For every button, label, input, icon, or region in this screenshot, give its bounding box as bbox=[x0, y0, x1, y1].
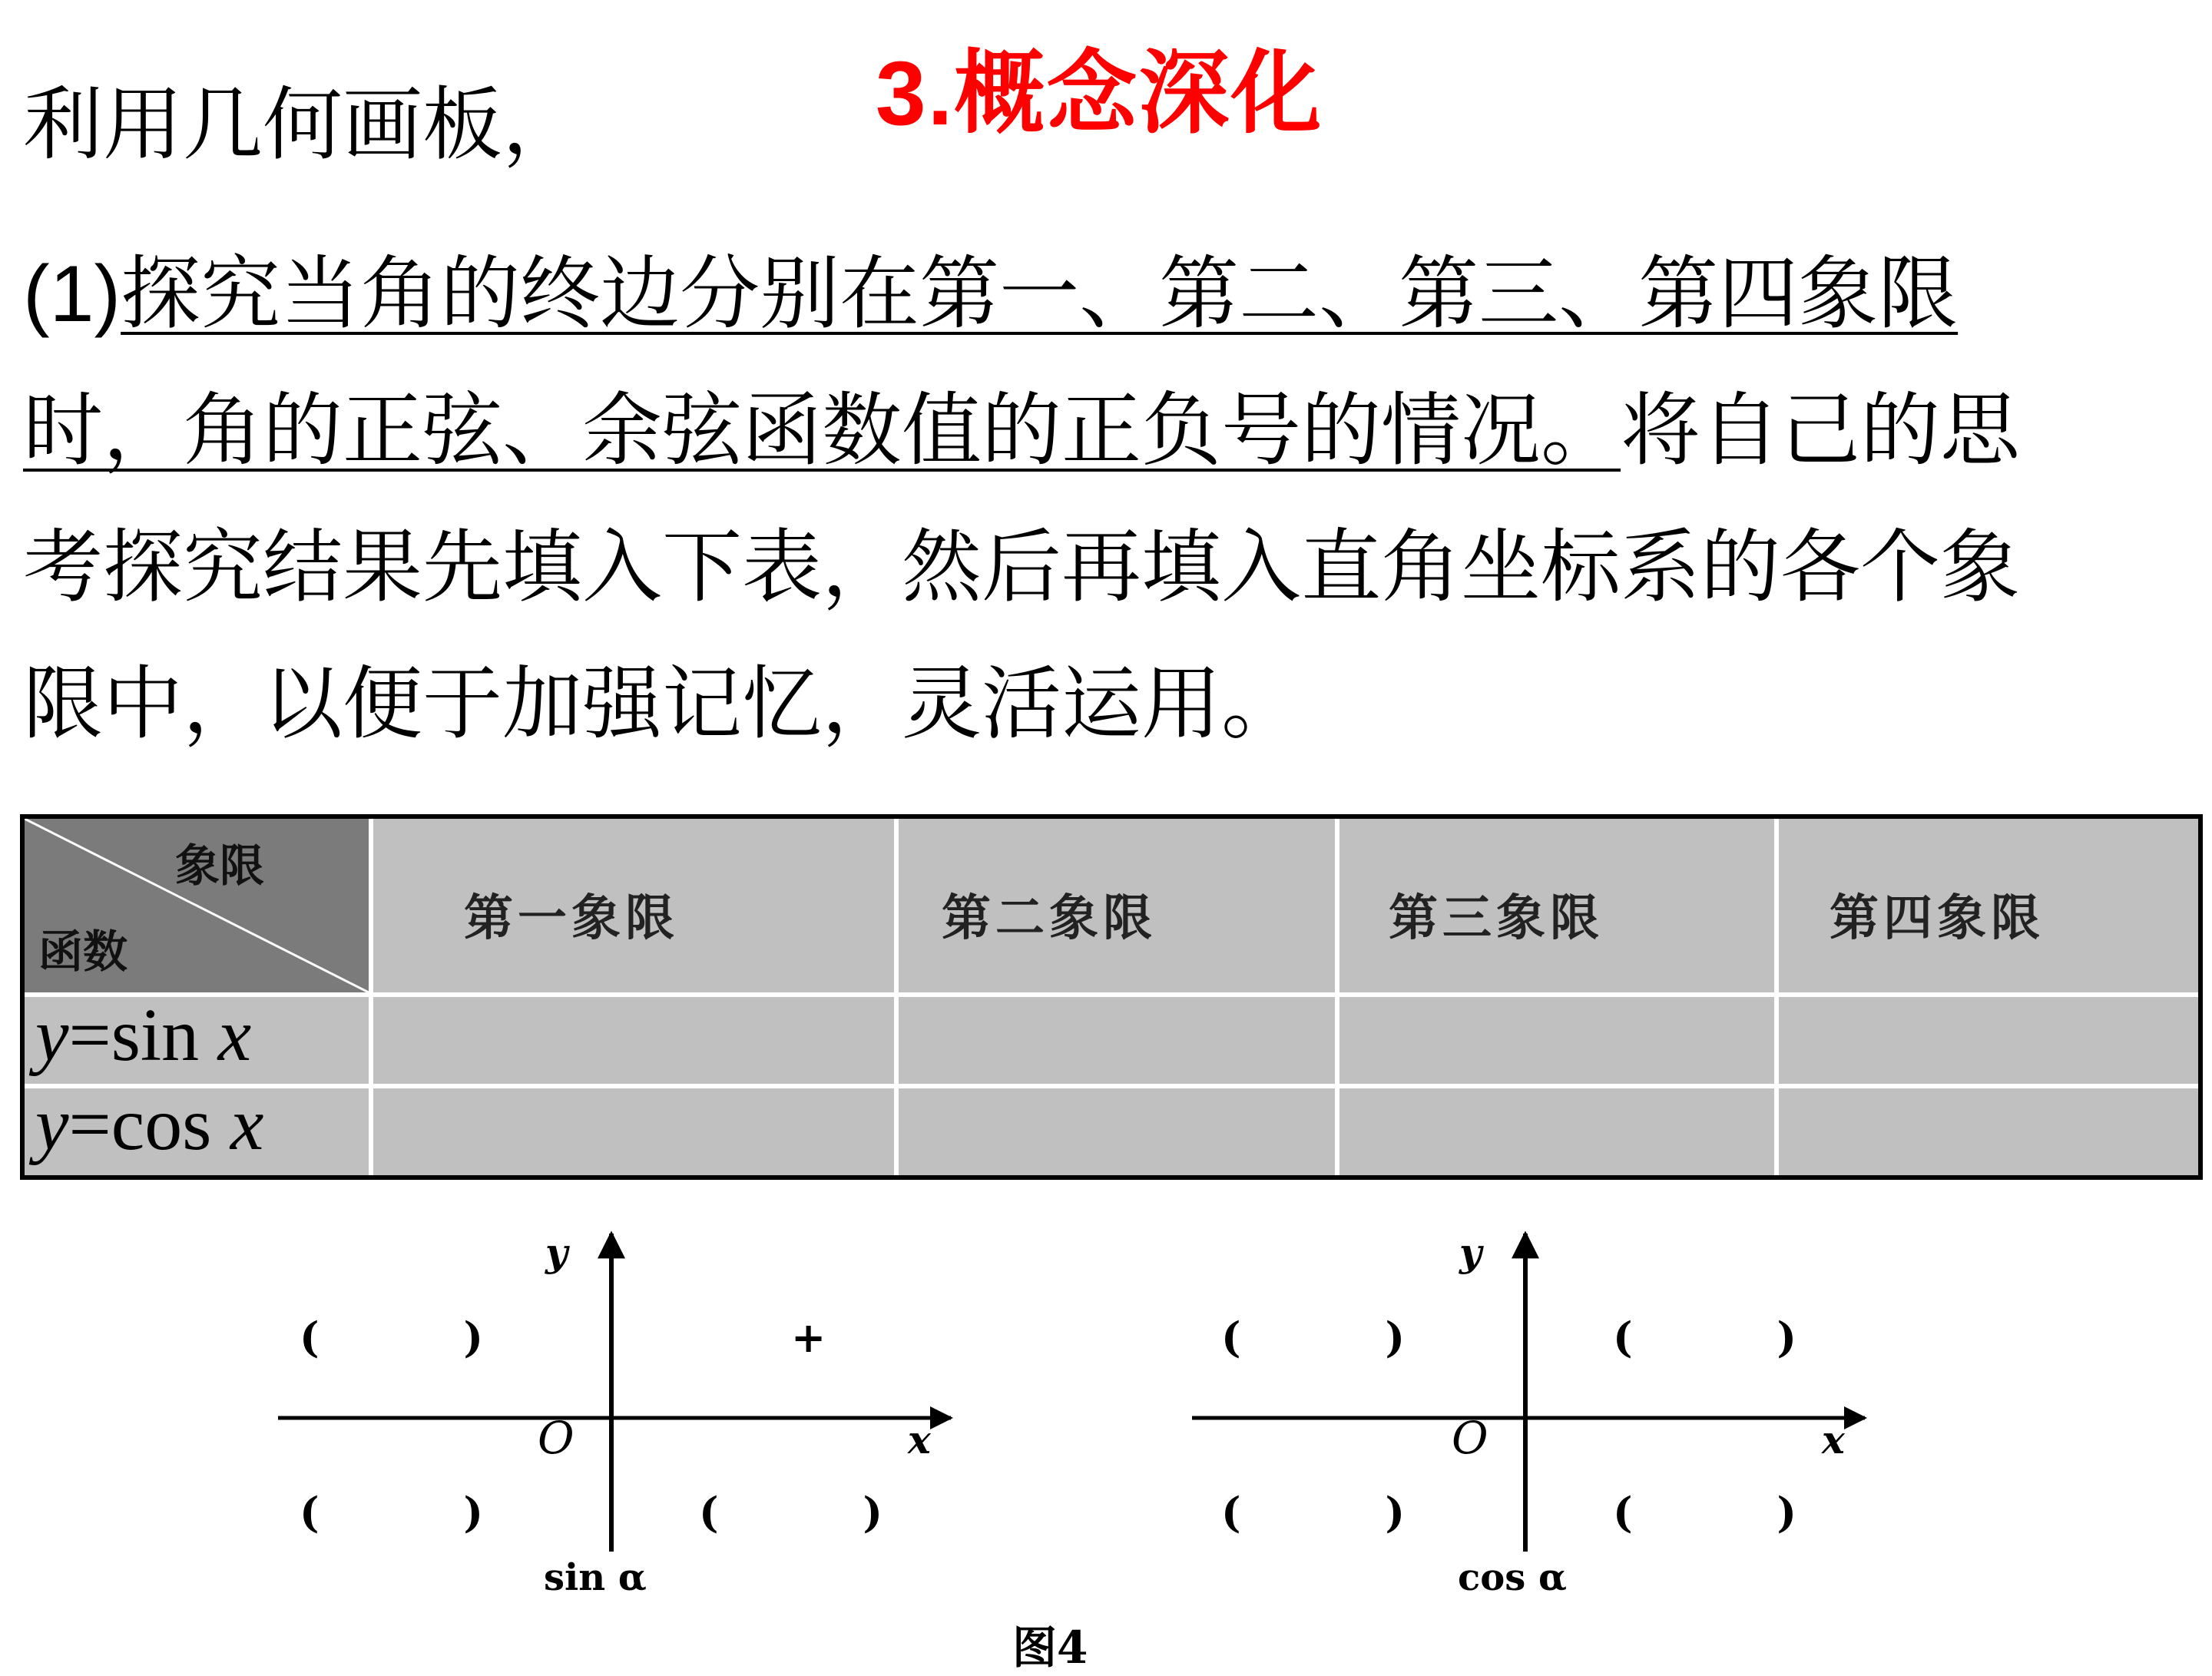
header-quadrant-3: 第三象限 bbox=[1389, 889, 1604, 947]
q1-blank: ( ) bbox=[1613, 1313, 1797, 1362]
q3-blank: ( ) bbox=[1221, 1488, 1406, 1537]
corner-label-function: 函数 bbox=[38, 926, 128, 978]
column-divider bbox=[1774, 819, 1779, 1175]
intro-text: 利用几何画板， bbox=[23, 78, 583, 171]
q2-blank: ( ) bbox=[1221, 1313, 1406, 1362]
row-label-sin: y=sin x bbox=[35, 994, 252, 1077]
q3-blank: ( ) bbox=[300, 1488, 484, 1537]
diagram-caption: sin α bbox=[544, 1556, 647, 1599]
figure-caption: 图4 bbox=[1012, 1621, 1088, 1674]
diagram-caption: cos α bbox=[1458, 1556, 1567, 1599]
column-divider bbox=[369, 819, 373, 1175]
row-divider bbox=[25, 1084, 2198, 1088]
paragraph-line-3: 考探究结果先填入下表，然后再填入直角坐标系的各个象 bbox=[23, 520, 2021, 614]
table-corner-header bbox=[25, 819, 369, 992]
row-divider bbox=[25, 992, 2198, 997]
underlined-text-2: 时，角的正弦、余弦函数值的正负号的情况。 bbox=[23, 383, 1621, 477]
q1-sign: + bbox=[791, 1313, 826, 1362]
corner-label-quadrant: 象限 bbox=[175, 840, 265, 892]
q4-blank: ( ) bbox=[1613, 1488, 1797, 1537]
q2-blank: ( ) bbox=[300, 1313, 484, 1362]
y-axis-label: y bbox=[545, 1230, 568, 1275]
header-quadrant-4: 第四象限 bbox=[1830, 889, 2045, 947]
paragraph-line-1 bbox=[23, 247, 1959, 340]
cos-quadrant-diagram bbox=[1183, 1221, 1889, 1605]
x-axis-label: x bbox=[908, 1417, 931, 1462]
column-divider bbox=[1335, 819, 1339, 1175]
paragraph-line-2 bbox=[23, 383, 2021, 477]
sign-table bbox=[20, 814, 2203, 1180]
row-label-cos: y=cos x bbox=[35, 1083, 264, 1166]
paragraph-line-4: 限中，以便于加强记忆，灵活运用。 bbox=[23, 657, 1302, 750]
origin-label: O bbox=[538, 1412, 575, 1464]
header-quadrant-1: 第一象限 bbox=[464, 889, 679, 947]
column-divider bbox=[894, 819, 899, 1175]
y-axis-label: y bbox=[1459, 1230, 1482, 1275]
x-axis-label: x bbox=[1822, 1417, 1845, 1462]
sin-quadrant-diagram bbox=[269, 1221, 975, 1605]
origin-label: O bbox=[1452, 1412, 1488, 1464]
header-quadrant-2: 第二象限 bbox=[942, 889, 1157, 947]
page-title: 3.概念深化 bbox=[876, 43, 1323, 144]
q4-blank: ( ) bbox=[699, 1488, 883, 1537]
item-number: (1) bbox=[23, 250, 121, 339]
underlined-text-1: 探究当角的终边分别在第一、第二、第三、第四象限 bbox=[121, 247, 1959, 340]
paragraph-text-2: 将自己的思 bbox=[1621, 383, 2021, 477]
